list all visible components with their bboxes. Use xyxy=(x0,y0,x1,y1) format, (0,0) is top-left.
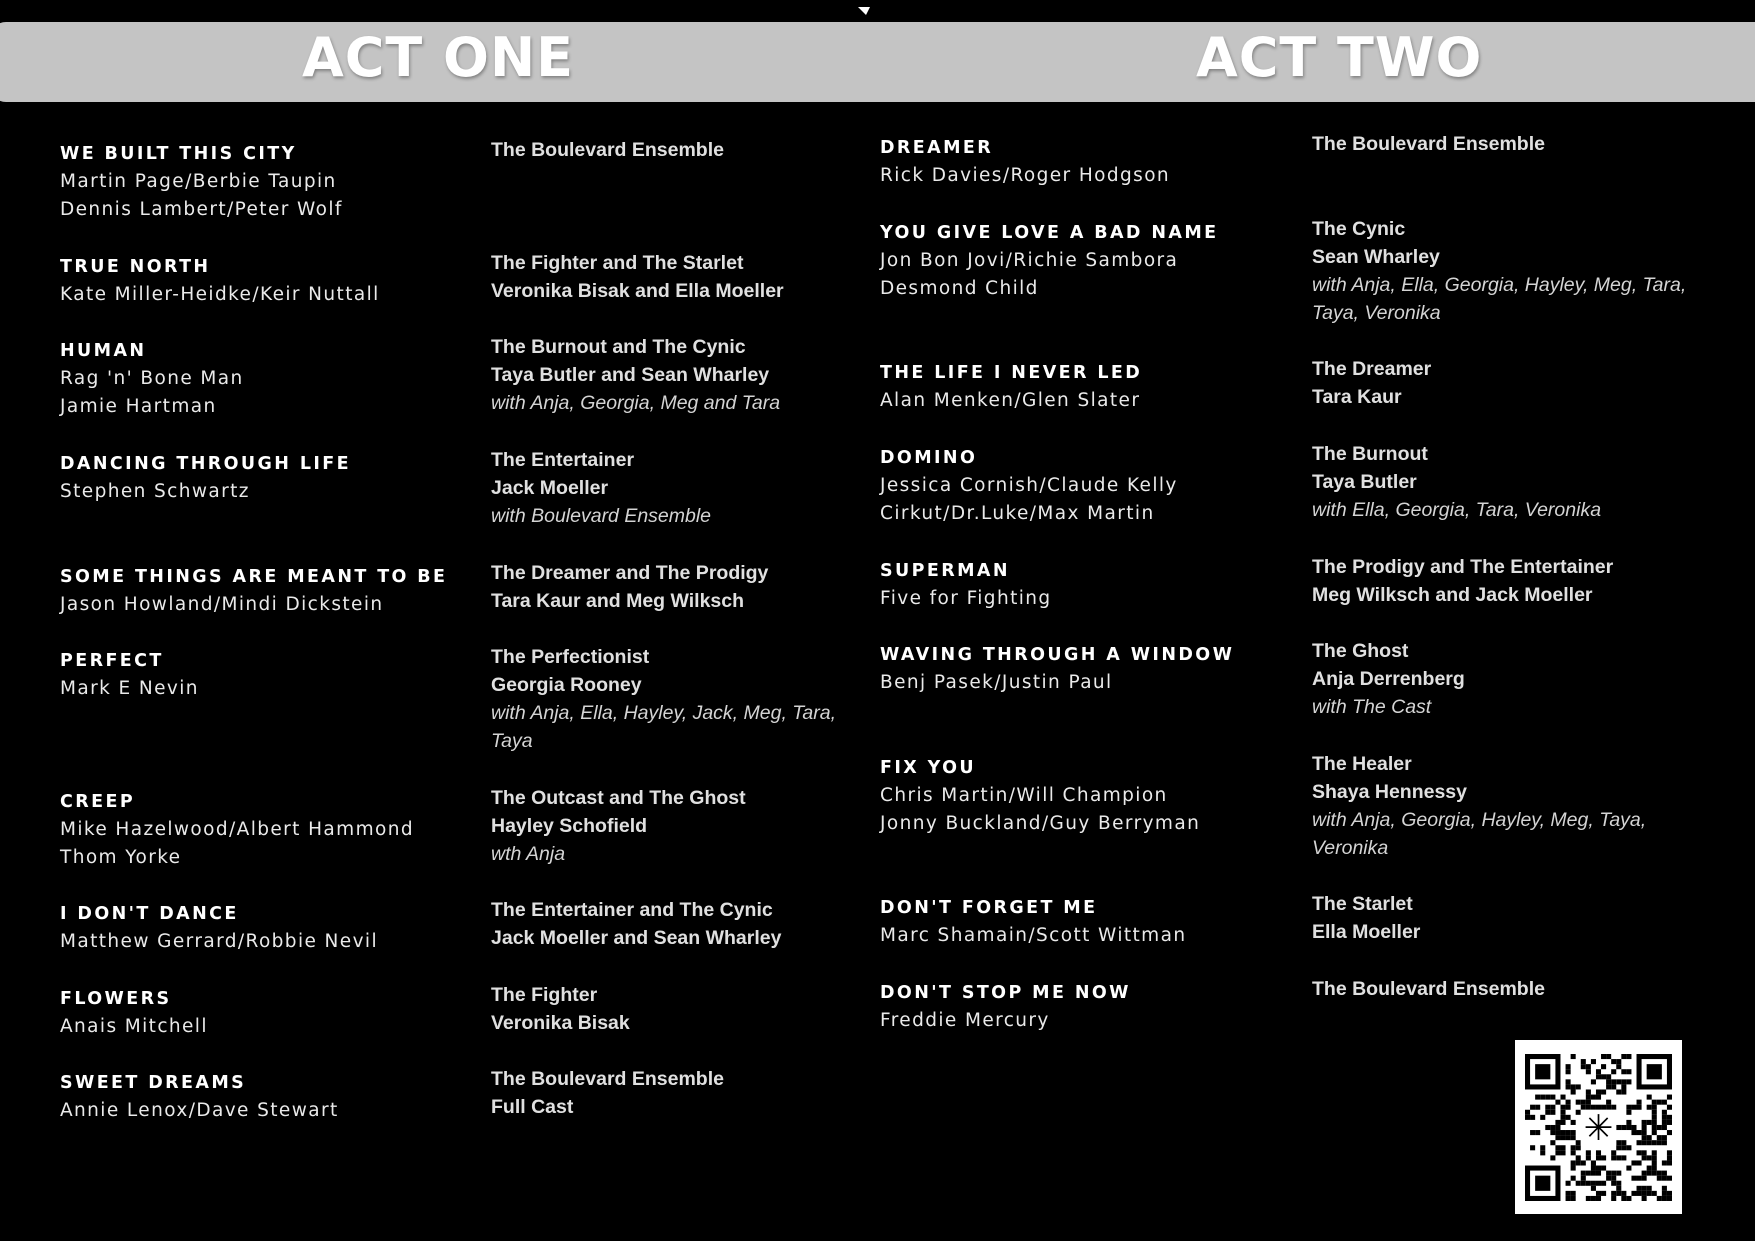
song-writer: Jamie Hartman xyxy=(60,396,217,417)
act-two-song xyxy=(880,444,1178,528)
performer-name: Veronika Bisak xyxy=(491,1012,630,1034)
song-writer: Five for Fighting xyxy=(880,588,1052,609)
act-one-song xyxy=(60,900,378,956)
act-one-song xyxy=(60,337,244,421)
act-one-cast-entry xyxy=(491,333,780,417)
song-writer: Anais Mitchell xyxy=(60,1016,208,1037)
act-two-cast-entry xyxy=(1312,215,1687,327)
song-writer: Annie Lenox/Dave Stewart xyxy=(60,1100,339,1121)
performer-name: Meg Wilksch and Jack Moeller xyxy=(1312,584,1593,606)
song-title: WE BUILT THIS CITY xyxy=(60,144,297,164)
performer-name: Veronika Bisak and Ella Moeller xyxy=(491,280,784,302)
song-writer: Stephen Schwartz xyxy=(60,481,250,502)
act-one-cast-entry xyxy=(491,784,746,868)
performer-name: Hayley Schofield xyxy=(491,815,648,837)
song-writer: Kate Miller-Heidke/Keir Nuttall xyxy=(60,284,380,305)
song-title: DANCING THROUGH LIFE xyxy=(60,454,351,474)
character-role: The Healer xyxy=(1312,753,1412,775)
supporting-cast: with Anja, Georgia, Meg and Tara xyxy=(491,392,781,414)
act-two-cast-entry xyxy=(1312,975,1545,1003)
act-two-song xyxy=(880,219,1219,303)
song-writer: Alan Menken/Glen Slater xyxy=(880,390,1141,411)
act-two-cast-entry xyxy=(1312,440,1601,524)
act-one-song xyxy=(60,450,351,506)
act-two-song xyxy=(880,894,1186,950)
act-two-title: ACT TWO xyxy=(1196,26,1483,89)
character-role: The Burnout and The Cynic xyxy=(491,336,746,358)
song-writer: Rick Davies/Roger Hodgson xyxy=(880,165,1171,186)
performer-name: Georgia Rooney xyxy=(491,674,642,696)
song-title: DON'T STOP ME NOW xyxy=(880,983,1131,1003)
song-writer: Freddie Mercury xyxy=(880,1010,1050,1031)
song-writer: Benj Pasek/Justin Paul xyxy=(880,672,1113,693)
supporting-cast: with Anja, Ella, Georgia, Hayley, Meg, Tara, Taya, Veronika xyxy=(1312,274,1687,324)
song-writer: Cirkut/Dr.Luke/Max Martin xyxy=(880,503,1155,524)
character-role: The Starlet xyxy=(1312,893,1413,915)
song-writer: Desmond Child xyxy=(880,278,1039,299)
qr-code-icon[interactable] xyxy=(1515,1040,1682,1214)
act-one-song xyxy=(60,1069,339,1125)
song-writer: Martin Page/Berbie Taupin xyxy=(60,171,337,192)
act-two-song xyxy=(880,134,1170,190)
song-writer: Jessica Cornish/Claude Kelly xyxy=(880,475,1178,496)
act-one-cast-entry xyxy=(491,559,768,615)
character-role: The Boulevard Ensemble xyxy=(1312,133,1545,155)
performer-name: Taya Butler and Sean Wharley xyxy=(491,364,770,386)
performer-name: Anja Derrenberg xyxy=(1312,668,1465,690)
act-two-cast-entry xyxy=(1312,750,1687,862)
performer-name: Tara Kaur xyxy=(1312,386,1402,408)
supporting-cast: with Anja, Georgia, Hayley, Meg, Taya, Veronika xyxy=(1312,809,1647,859)
character-role: The Entertainer xyxy=(491,449,635,471)
song-title: SWEET DREAMS xyxy=(60,1073,247,1093)
character-role: The Cynic xyxy=(1312,218,1406,240)
act-one-cast-entry xyxy=(491,249,784,305)
song-writer: Dennis Lambert/Peter Wolf xyxy=(60,199,343,220)
performer-name: Sean Wharley xyxy=(1312,246,1440,268)
song-title: DREAMER xyxy=(880,138,994,158)
song-writer: Mike Hazelwood/Albert Hammond xyxy=(60,819,414,840)
song-title: TRUE NORTH xyxy=(60,257,211,277)
song-title: HUMAN xyxy=(60,341,147,361)
song-title: FLOWERS xyxy=(60,989,172,1009)
act-one-cast-entry xyxy=(491,643,866,755)
song-title: YOU GIVE LOVE A BAD NAME xyxy=(880,223,1219,243)
svg-text:✳: ✳ xyxy=(1583,1108,1614,1150)
act-one-song xyxy=(60,140,343,224)
song-writer: Mark E Nevin xyxy=(60,678,199,699)
song-writer: Jonny Buckland/Guy Berryman xyxy=(880,813,1201,834)
act-two-song xyxy=(880,641,1234,697)
top-arrow-mark xyxy=(858,0,870,8)
performer-name: Shaya Hennessy xyxy=(1312,781,1468,803)
song-title: WAVING THROUGH A WINDOW xyxy=(880,645,1235,665)
performer-name: Full Cast xyxy=(491,1096,574,1118)
song-writer: Thom Yorke xyxy=(60,847,182,868)
act-one-cast-entry xyxy=(491,896,781,952)
character-role: The Fighter xyxy=(491,984,598,1006)
song-title: DON'T FORGET ME xyxy=(880,898,1098,918)
act-two-cast-entry xyxy=(1312,130,1545,158)
performer-name: Jack Moeller and Sean Wharley xyxy=(491,927,782,949)
supporting-cast: with Anja, Ella, Hayley, Jack, Meg, Tara, Taya xyxy=(491,702,837,752)
character-role: The Outcast and The Ghost xyxy=(491,787,746,809)
performer-name: Tara Kaur and Meg Wilksch xyxy=(491,590,745,612)
song-writer: Jason Howland/Mindi Dickstein xyxy=(60,594,384,615)
song-title: I DON'T DANCE xyxy=(60,904,239,924)
song-title: PERFECT xyxy=(60,651,164,671)
act-two-cast-entry xyxy=(1312,890,1420,946)
act-two-cast-entry xyxy=(1312,553,1613,609)
supporting-cast: with Ella, Georgia, Tara, Veronika xyxy=(1312,499,1602,521)
song-writer: Marc Shamain/Scott Wittman xyxy=(880,925,1187,946)
character-role: The Boulevard Ensemble xyxy=(491,1068,724,1090)
act-one-song xyxy=(60,253,380,309)
act-one-cast-entry xyxy=(491,136,724,164)
song-title: DOMINO xyxy=(880,448,978,468)
song-title: FIX YOU xyxy=(880,758,976,778)
act-one-cast-entry xyxy=(491,446,711,530)
song-title: SOME THINGS ARE MEANT TO BE xyxy=(60,567,448,587)
act-two-song xyxy=(880,557,1052,613)
act-one-title: ACT ONE xyxy=(302,26,575,89)
header-band xyxy=(0,22,1755,102)
supporting-cast: wth Anja xyxy=(491,843,566,865)
character-role: The Fighter and The Starlet xyxy=(491,252,744,274)
character-role: The Boulevard Ensemble xyxy=(1312,978,1545,1000)
character-role: The Entertainer and The Cynic xyxy=(491,899,773,921)
character-role: The Burnout xyxy=(1312,443,1428,465)
song-writer: Jon Bon Jovi/Richie Sambora xyxy=(880,250,1179,271)
song-writer: Chris Martin/Will Champion xyxy=(880,785,1168,806)
song-writer: Rag 'n' Bone Man xyxy=(60,368,244,389)
performer-name: Jack Moeller xyxy=(491,477,609,499)
act-two-song xyxy=(880,359,1142,415)
act-one-cast-entry xyxy=(491,981,630,1037)
character-role: The Boulevard Ensemble xyxy=(491,139,724,161)
act-two-song xyxy=(880,754,1200,838)
act-one-song xyxy=(60,788,414,872)
song-title: SUPERMAN xyxy=(880,561,1010,581)
character-role: The Prodigy and The Entertainer xyxy=(1312,556,1614,578)
performer-name: Taya Butler xyxy=(1312,471,1417,493)
act-one-song xyxy=(60,563,447,619)
character-role: The Dreamer xyxy=(1312,358,1432,380)
act-one-cast-entry xyxy=(491,1065,724,1121)
character-role: The Perfectionist xyxy=(491,646,650,668)
act-two-cast-entry xyxy=(1312,355,1431,411)
character-role: The Dreamer and The Prodigy xyxy=(491,562,769,584)
performer-name: Ella Moeller xyxy=(1312,921,1421,943)
act-two-cast-entry xyxy=(1312,637,1465,721)
supporting-cast: with The Cast xyxy=(1312,696,1432,718)
character-role: The Ghost xyxy=(1312,640,1409,662)
song-title: CREEP xyxy=(60,792,136,812)
act-two-song xyxy=(880,979,1131,1035)
song-writer: Matthew Gerrard/Robbie Nevil xyxy=(60,931,379,952)
act-one-song xyxy=(60,985,208,1041)
song-title: THE LIFE I NEVER LED xyxy=(880,363,1143,383)
supporting-cast: with Boulevard Ensemble xyxy=(491,505,712,527)
act-one-song xyxy=(60,647,199,703)
